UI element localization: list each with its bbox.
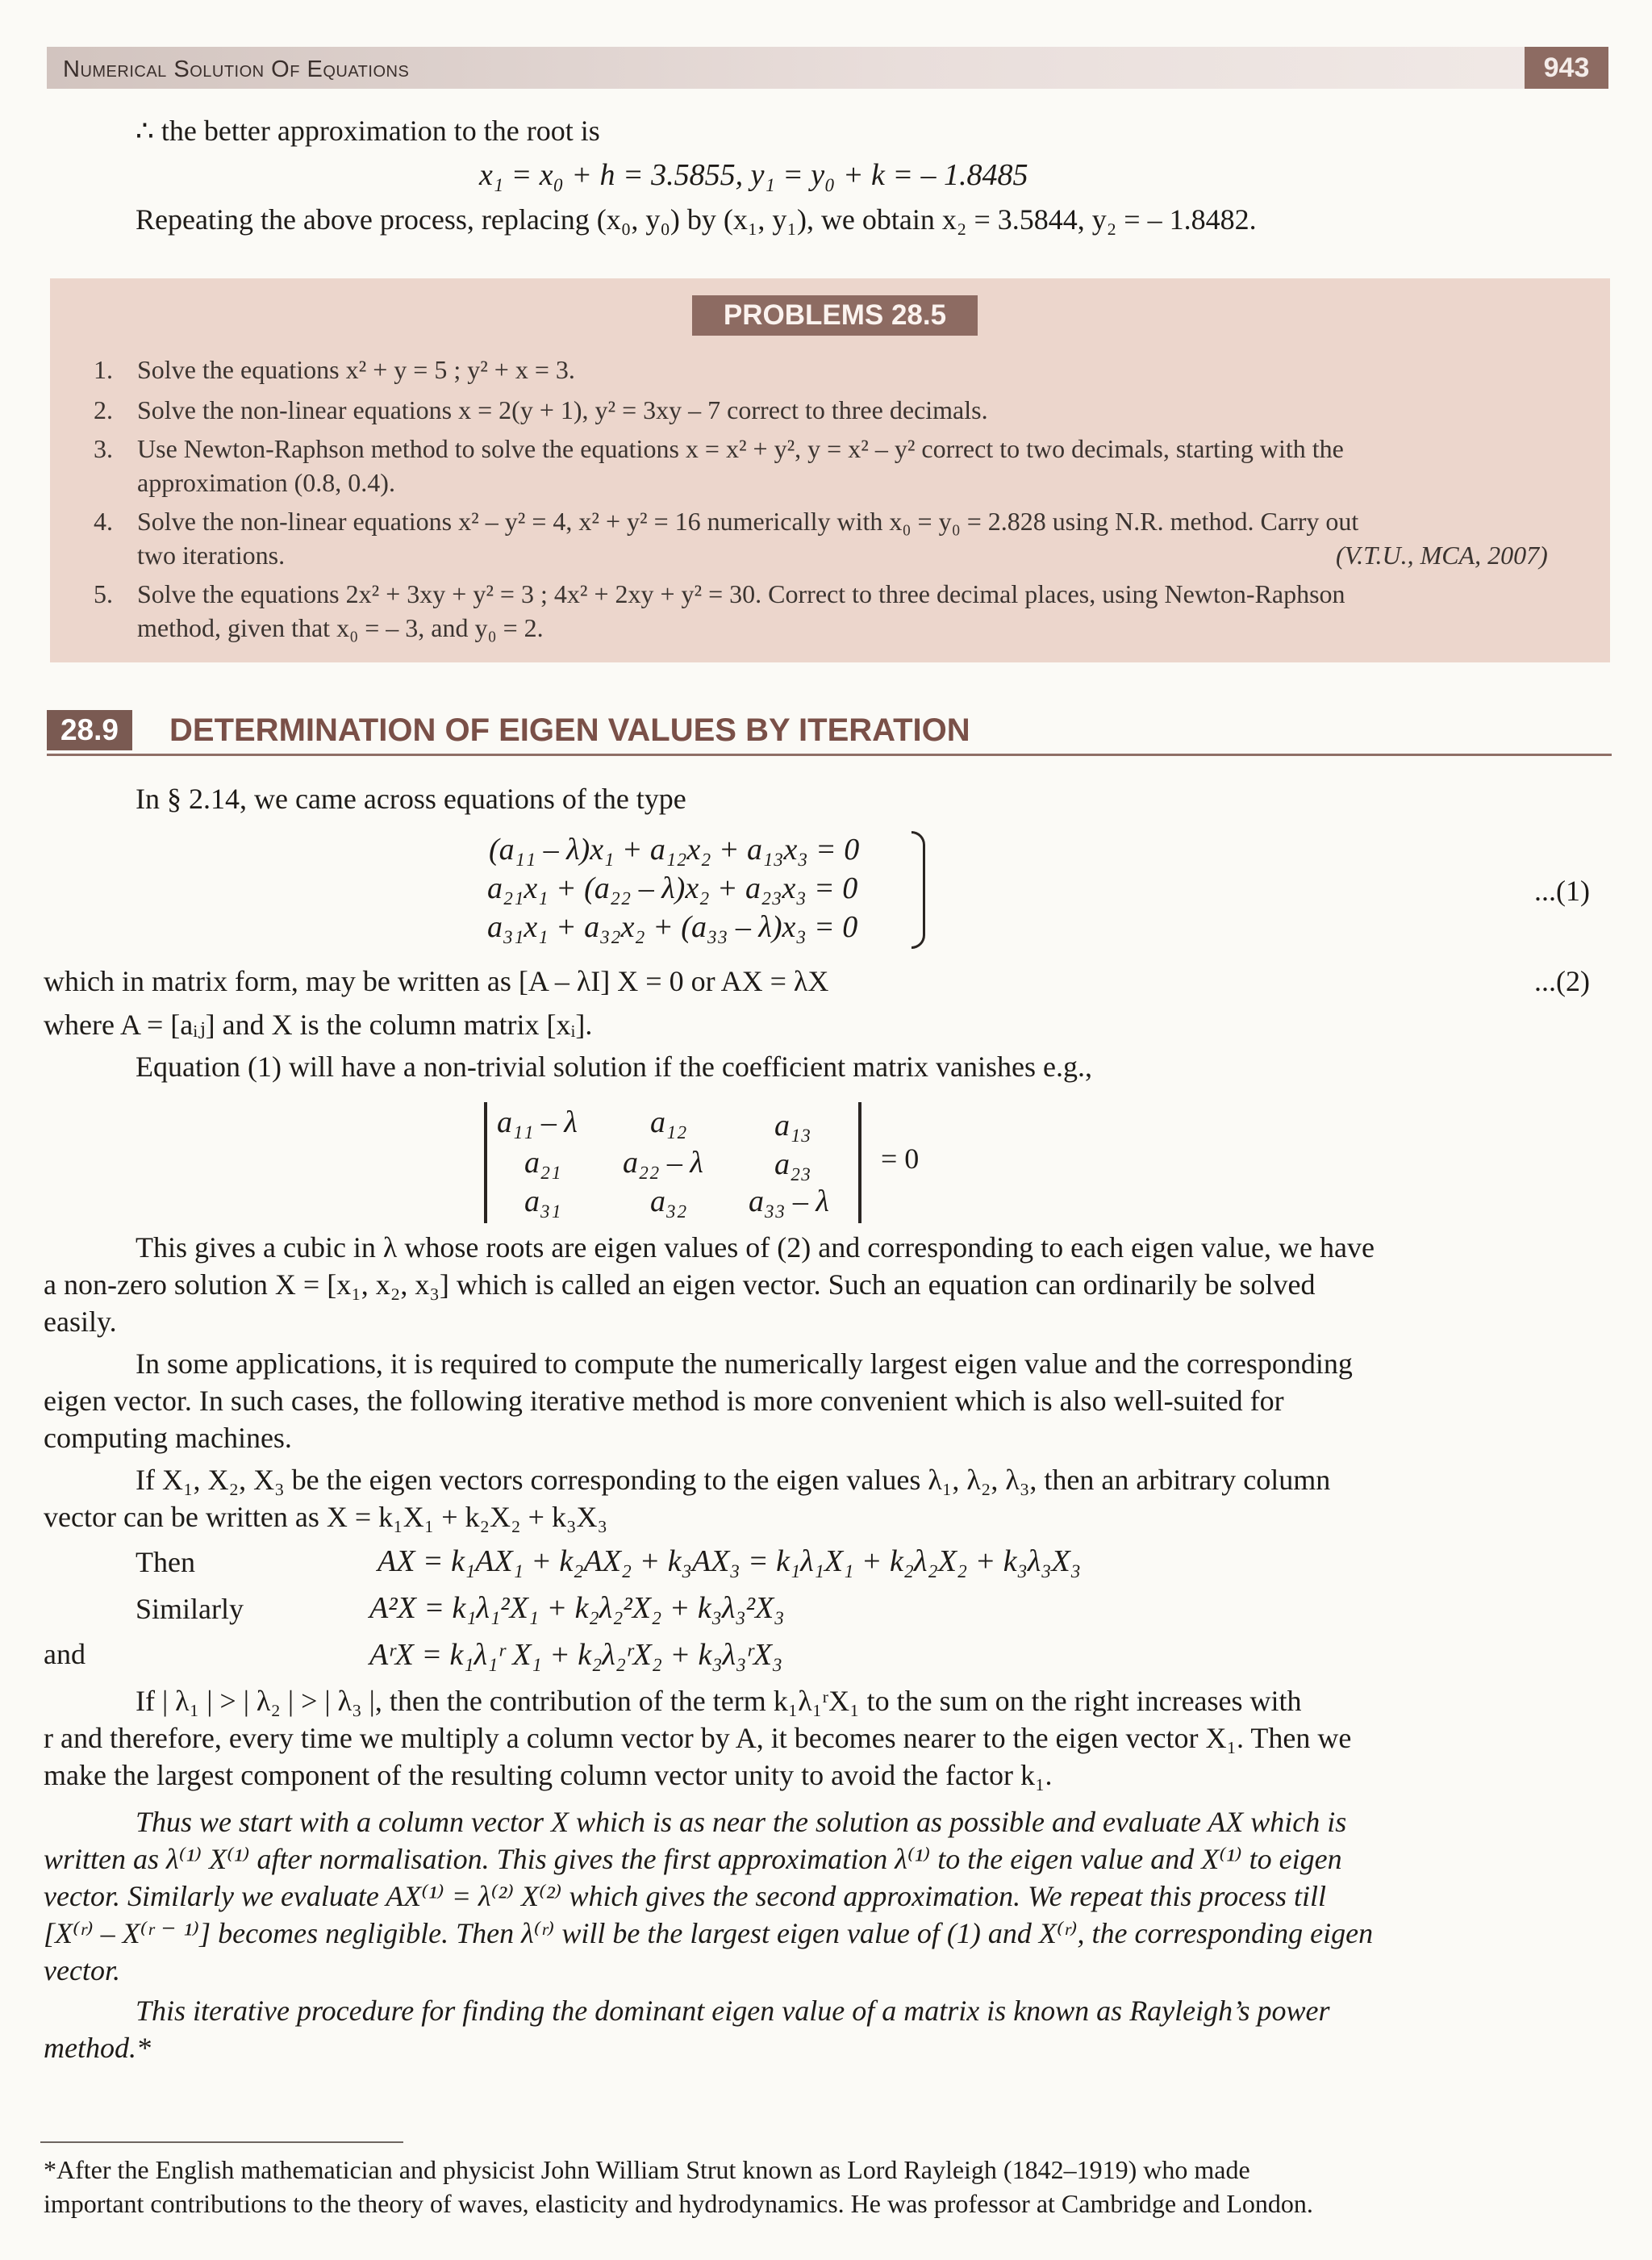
equation-line: a₂₁x₁ + (a₂₂ – λ)x₂ + a₂₃x₃ = 0 (487, 871, 858, 905)
det-cell: a₂₂ – λ (623, 1146, 703, 1180)
section-rule (47, 754, 1612, 756)
right-brace (912, 831, 925, 949)
italic-paragraph: vector. (44, 1954, 120, 1986)
page-number: 943 (1525, 47, 1608, 89)
equation-line: (a₁₁ – λ)x₁ + a₁₂x₂ + a₁₃x₃ = 0 (489, 833, 860, 867)
det-cell: a₁₃ (774, 1109, 811, 1143)
equation-number: ...(2) (1534, 965, 1590, 997)
det-cell: a₃₂ (650, 1184, 687, 1218)
problem-text-cont: method, given that x₀ = – 3, and y₀ = 2. (137, 613, 544, 642)
paragraph: vector can be written as X = k₁X₁ + k₂X₂ + k₃X₃ (44, 1501, 608, 1533)
problem-text: Solve the equations 2x² + 3xy + y² = 3 ; 4x² + 2xy + y² = 30. Correct to three decimal places, using Newton-Raphson (137, 579, 1345, 608)
paragraph: In some applications, it is required to compute the numerically largest eigen value and the corresponding (136, 1347, 1353, 1380)
then-equation: AX = k₁AX₁ + k₂AX₂ + k₃AX₃ = k₁λ₁X₁ + k₂λ₂X₂ + k₃λ₃X₃ (378, 1544, 1081, 1578)
det-cell: a₁₂ (650, 1105, 687, 1139)
and-label: and (44, 1638, 86, 1670)
intro-line: ∴ the better approximation to the root is (136, 115, 600, 147)
section-title: DETERMINATION OF EIGEN VALUES BY ITERATION (169, 712, 970, 748)
paragraph: r and therefore, every time we multiply a column vector by A, it becomes nearer to the eigen vector X₁. Then we (44, 1722, 1352, 1754)
problem-text: Solve the non-linear equations x² – y² = 4, x² + y² = 16 numerically with x₀ = y₀ = 2.828 using N.R. method. Carry out (137, 507, 1359, 536)
footnote-line: important contributions to the theory of waves, elasticity and hydrodynamics. He was professor at Cambridge and London. (44, 2189, 1313, 2218)
italic-paragraph: method.* (44, 2032, 151, 2064)
italic-paragraph: This iterative procedure for finding the dominant eigen value of a matrix is known as Rayleigh’s power (136, 1995, 1330, 2027)
paragraph: Equation (1) will have a non-trivial solution if the coefficient matrix vanishes e.g., (136, 1051, 1093, 1083)
paragraph: easily. (44, 1305, 117, 1338)
paragraph: If | λ₁ | > | λ₂ | > | λ₃ |, then the contribution of the term k₁λ₁ʳX₁ to the sum on the right increases with (136, 1685, 1302, 1717)
problem-text: Use Newton-Raphson method to solve the equations x = x² + y², y = x² – y² correct to two decimals, starting with the (137, 434, 1344, 463)
paragraph: computing machines. (44, 1422, 292, 1454)
similarly-label: Similarly (136, 1593, 244, 1625)
footnote-line: *After the English mathematician and physicist John William Strut known as Lord Rayleigh (1842–1919) who made (44, 2155, 1250, 2184)
paragraph: a non-zero solution X = [x₁, x₂, x₃] which is called an eigen vector. Such an equation can ordinarily be solved (44, 1268, 1316, 1301)
italic-paragraph: written as λ⁽¹⁾ X⁽¹⁾ after normalisation. This gives the first approximation λ⁽¹⁾ to the eigen value and X⁽¹⁾ to eigen (44, 1843, 1342, 1875)
then-label: Then (136, 1546, 195, 1578)
det-cell: a₂₃ (774, 1147, 811, 1181)
italic-paragraph: Thus we start with a column vector X which is as near the solution as possible and evaluate AX which is (136, 1806, 1347, 1838)
det-cell: a₁₁ – λ (497, 1105, 578, 1139)
problem-text: Solve the equations x² + y = 5 ; y² + x = 3. (137, 355, 575, 384)
running-header-title: Numerical Solution Of Equations (63, 56, 410, 82)
paragraph: If X₁, X₂, X₃ be the eigen vectors corresponding to the eigen values λ₁, λ₂, λ₃, then an arbitrary column (136, 1464, 1331, 1496)
where-line: where A = [aᵢⱼ] and X is the column matrix [xᵢ]. (44, 1009, 593, 1041)
footnote-rule (40, 2141, 403, 2143)
paragraph: In § 2.14, we came across equations of the type (136, 783, 686, 815)
problem-number: 4. (94, 507, 113, 536)
problem-text-cont: two iterations. (137, 541, 286, 570)
problem-number: 1. (94, 355, 113, 384)
det-cell: a₃₁ (524, 1184, 561, 1218)
equation-line: a₃₁x₁ + a₃₂x₂ + (a₃₃ – λ)x₃ = 0 (487, 910, 858, 944)
italic-paragraph: [X⁽ʳ⁾ – X⁽ʳ ⁻ ¹⁾] becomes negligible. Then λ⁽ʳ⁾ will be the largest eigen value of (1) and X⁽ʳ⁾, the corresponding eigen (44, 1917, 1374, 1949)
problem-source: (V.T.U., MCA, 2007) (1336, 541, 1548, 570)
paragraph: make the largest component of the resulting column vector unity to avoid the factor k₁. (44, 1759, 1053, 1791)
det-cell: a₃₃ – λ (749, 1184, 829, 1218)
matrix-form-line: which in matrix form, may be written as [A – λI] X = 0 or AX = λX (44, 965, 829, 997)
intro-repeat-line: Repeating the above process, replacing (x₀, y₀) by (x₁, y₁), we obtain x₂ = 3.5844, y₂ = – 1.8482. (136, 203, 1257, 236)
problem-number: 3. (94, 434, 113, 463)
problem-text-cont: approximation (0.8, 0.4). (137, 468, 395, 497)
determinant-left-bar (484, 1102, 487, 1223)
problem-text: Solve the non-linear equations x = 2(y + 1), y² = 3xy – 7 correct to three decimals. (137, 395, 988, 424)
problems-heading: PROBLEMS 28.5 (692, 295, 978, 336)
similarly-equation: A²X = k₁λ₁²X₁ + k₂λ₂²X₂ + k₃λ₃²X₃ (369, 1591, 785, 1625)
determinant-right-bar (858, 1102, 861, 1223)
equation-number: ...(1) (1534, 875, 1590, 907)
det-equals: = 0 (881, 1143, 920, 1175)
problem-number: 2. (94, 395, 113, 424)
paragraph: This gives a cubic in λ whose roots are eigen values of (2) and corresponding to each eigen value, we have (136, 1231, 1375, 1264)
intro-equation: x₁ = x₀ + h = 3.5855, y₁ = y₀ + k = – 1.8485 (479, 158, 1028, 192)
and-equation: AʳX = k₁λ₁ʳ X₁ + k₂λ₂ʳX₂ + k₃λ₃ʳX₃ (369, 1638, 783, 1672)
problem-number: 5. (94, 579, 113, 608)
paragraph: eigen vector. In such cases, the following iterative method is more convenient which is also well-suited for (44, 1385, 1284, 1417)
det-cell: a₂₁ (524, 1146, 561, 1180)
italic-paragraph: vector. Similarly we evaluate AX⁽¹⁾ = λ⁽²⁾ X⁽²⁾ which gives the second approximation. We repeat this process till (44, 1880, 1327, 1912)
section-number: 28.9 (47, 710, 132, 750)
